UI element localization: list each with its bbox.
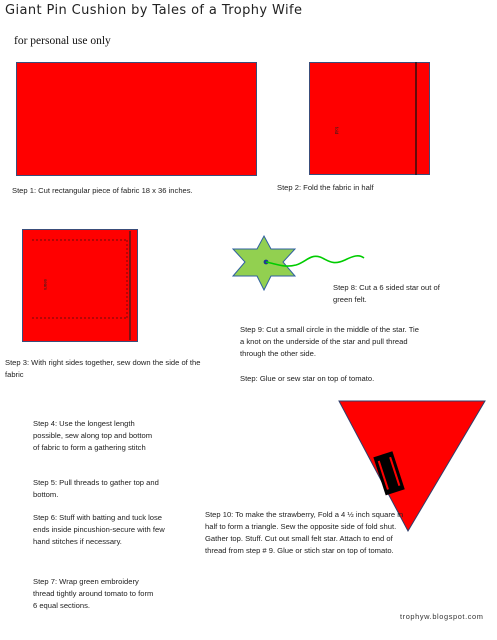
sewn-fabric-diagram [22,229,139,343]
step-glue-text: Step: Glue or sew star on top of tomato. [240,374,375,383]
step-4-text: Step 4: Use the longest length possible, sew along top and bottom of fabric to form a gathering stitch [33,419,153,452]
step-5-text: Step 5: Pull threads to gather top and bottom. [33,478,159,499]
folded-fabric-diagram [309,62,431,176]
step-2-text: Step 2: Fold the fabric in half [277,183,374,192]
step-3-text: Step 3: With right sides together, sew down the side of the fabric [5,358,201,379]
page-subtitle: for personal use only [14,35,111,47]
fabric-rectangle-diagram [16,62,258,177]
step-1-text: Step 1: Cut rectangular piece of fabric 18 x 36 inches. [12,186,193,195]
step-7-text: Step 7: Wrap green embroidery thread tightly around tomato to form 6 equal sections. [33,577,154,610]
step-6-text: Step 6: Stuff with batting and tuck lose ends inside pincushion-secure with few hand stitches if necessary. [33,513,165,546]
page-title: Giant Pin Cushion by Tales of a Trophy Wife [5,3,303,18]
step-8-text: Step 8: Cut a 6 sided star out of green felt. [333,283,440,304]
footer-url: trophyw.blogspot.com [400,612,484,621]
step-9-text: Step 9: Cut a small circle in the middle of the star. Tie a knot on the underside of the star and pull thread through the other side. [240,325,419,358]
fold-label: fold [334,126,340,135]
seam-label: seam [43,278,49,291]
step-10-text: Step 10: To make the strawberry, Fold a 4 ½ inch square in half to form a triangle. Sew the opposite side of fold shut. Gather top. Stuff. Cut out small felt star. Attach to end of thread from step # 9. Glue or stich star on top of tomato. [205,510,404,555]
